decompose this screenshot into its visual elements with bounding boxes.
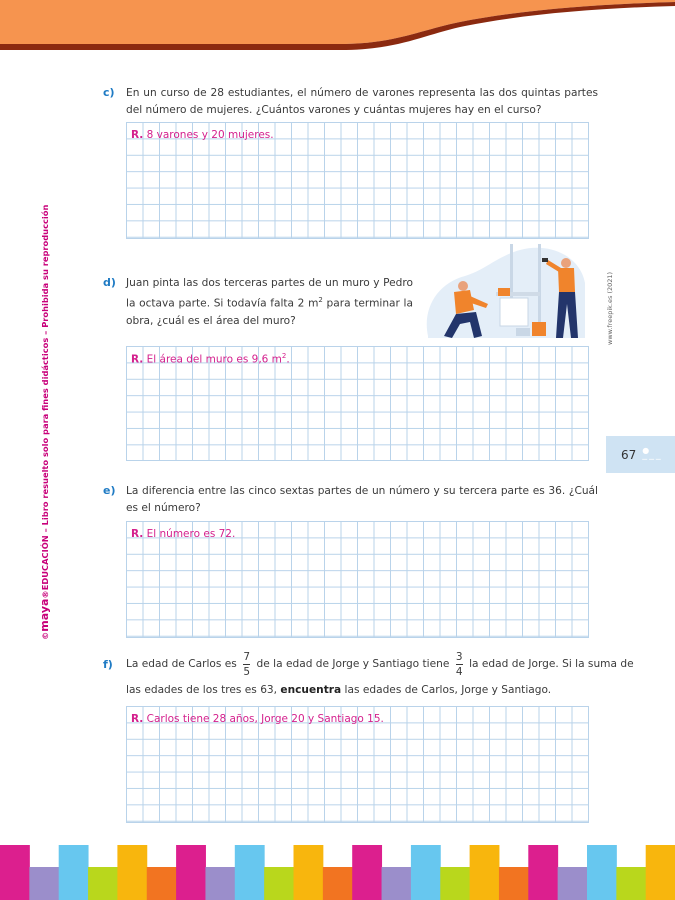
question-e-letter: e) [103,484,116,497]
color-stripe [470,845,500,900]
painters-illustration [420,238,590,348]
color-stripe [587,845,617,900]
answer-c: R. 8 varones y 20 mujeres. [131,129,274,141]
brand-logo-text: maya [38,598,51,632]
answer-d: R. El área del muro es 9,6 $m^2$. [131,352,290,366]
color-stripe [646,845,675,900]
color-stripe [382,867,412,900]
color-stripe [29,867,59,900]
color-stripe [235,845,265,900]
question-c-letter: c) [103,86,115,99]
tab-dots-decoration: ● ─── [642,445,663,464]
side-copyright-text: ©maya®EDUCACIÓN – Libro resuelto solo para fines didácticos – Prohibida su reproducción [38,204,51,640]
color-stripe [264,867,294,900]
color-stripe [176,845,206,900]
question-f-text-line1: La edad de Carlos es $\frac{7}{5}$ de la edad de Jorge y Santiago tiene $\frac{3}{4}$ la edad de Jorge. Si la suma de [126,650,634,678]
answer-f: R. Carlos tiene 28 años, Jorge 20 y Santiago 15. [131,713,384,725]
image-credit: www.freepik.es (2021) [606,271,614,345]
page-number: 67 [621,447,637,462]
bottom-color-stripes [0,845,675,900]
color-stripe [411,845,441,900]
fraction-three-fourths: $\frac{3}{4}$ [455,650,463,678]
color-stripe [0,845,30,900]
color-stripe [147,867,177,900]
header-wave-banner [0,0,675,60]
color-stripe [59,845,89,900]
answer-e: R. El número es 72. [131,528,236,540]
color-stripe [294,845,324,900]
question-f-text-line2: las edades de los tres es 63, encuentra las edades de Carlos, Jorge y Santiago. [126,684,552,696]
color-stripe [323,867,353,900]
color-stripe [205,867,235,900]
question-e-text: La diferencia entre las cinco sextas partes de un número y su tercera parte es 36. ¿Cuál es el número? [126,485,598,514]
color-stripe [117,845,147,900]
color-stripe [440,867,470,900]
color-stripe [88,867,118,900]
color-stripe [528,845,558,900]
color-stripe [616,867,646,900]
color-stripe [558,867,588,900]
color-stripe [499,867,529,900]
color-stripe [352,845,382,900]
page-number-tab [606,436,675,473]
question-d-letter: d) [103,276,116,289]
fraction-seven-fifths: $\frac{7}{5}$ [243,650,251,678]
question-f-letter: f) [103,658,113,671]
question-c-text: En un curso de 28 estudiantes, el número de varones representa las dos quintas partes del número de mujeres. ¿Cuántos varones y cuántas mujeres hay en el curso? [126,87,598,116]
question-d-text: Juan pinta las dos terceras partes de un muro y Pedro la octava parte. Si todavía falta 2 $m^2$ para terminar la obra, ¿cuál es el área del muro? [126,277,413,327]
